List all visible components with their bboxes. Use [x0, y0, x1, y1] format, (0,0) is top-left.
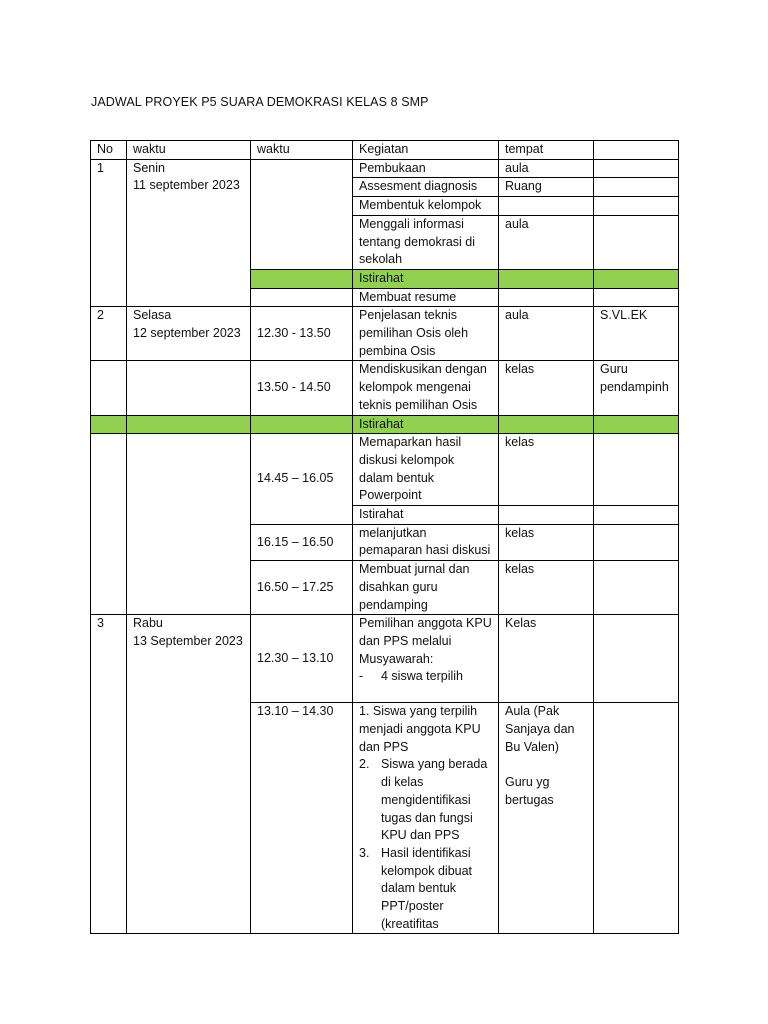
schedule-table [90, 140, 679, 934]
extra-cell: S.VL.EK [594, 307, 679, 361]
day-number-cell [91, 415, 127, 434]
time-cell: 14.45 – 16.05 [251, 434, 353, 525]
extra-cell [594, 506, 679, 525]
extra-cell [594, 215, 679, 269]
activity-cell: Mendiskusikan dengan kelompok mengenai teknis pemilihan Osis [353, 361, 499, 415]
place-cell [499, 506, 594, 525]
extra-cell [594, 524, 679, 560]
day-number-cell [91, 361, 127, 415]
extra-cell [594, 703, 679, 934]
extra-cell [594, 288, 679, 307]
time-cell [251, 159, 353, 269]
activity-cell: Membuat jurnal dan disahkan guru pendamping [353, 561, 499, 615]
place-cell [499, 269, 594, 288]
list-item [359, 845, 492, 934]
extra-cell: Guru pendampinh [594, 361, 679, 415]
header-cell: waktu [251, 141, 353, 160]
activity-cell: Menggali informasi tentang demokrasi di sekolah [353, 215, 499, 269]
header-cell: No [91, 141, 127, 160]
extra-cell [594, 434, 679, 506]
page-title: JADWAL PROYEK P5 SUARA DEMOKRASI KELAS 8 SMP [91, 95, 429, 109]
activity-cell [353, 703, 499, 934]
time-cell: 13.10 – 14.30 [251, 703, 353, 934]
place-cell: aula [499, 159, 594, 178]
activity-cell: Pembukaan [353, 159, 499, 178]
time-cell: 16.15 – 16.50 [251, 524, 353, 560]
extra-cell [594, 415, 679, 434]
list-item [359, 756, 492, 845]
header-cell: waktu [127, 141, 251, 160]
time-cell [251, 269, 353, 288]
activity-cell: melanjutkan pemaparan hasi diskusi [353, 524, 499, 560]
table-row [91, 615, 679, 703]
day-date-cell: Selasa 12 september 2023 [127, 307, 251, 361]
break-label: Istirahat [353, 269, 499, 288]
time-cell: 13.50 - 14.50 [251, 361, 353, 415]
list-item-text: Hasil identifikasi kelompok dibuat dalam bentuk PPT/poster (kreatifitas [381, 845, 473, 931]
time-cell: 12.30 – 13.10 [251, 615, 353, 703]
day-date-cell [127, 415, 251, 434]
number-marker: 2. [359, 757, 370, 772]
extra-cell [594, 561, 679, 615]
place-cell: kelas [499, 524, 594, 560]
activity-cell: Membentuk kelompok [353, 197, 499, 216]
extra-cell [594, 159, 679, 178]
activity-cell: Assesment diagnosis [353, 178, 499, 197]
time-cell [251, 288, 353, 307]
day-number-cell: 1 [91, 159, 127, 307]
extra-cell [594, 178, 679, 197]
list-item [359, 668, 492, 686]
place-cell: Kelas [499, 615, 594, 703]
time-cell: 12.30 - 13.50 [251, 307, 353, 361]
table-header-row [91, 141, 679, 160]
day-date-cell [127, 361, 251, 415]
place-cell [499, 288, 594, 307]
place-cell: Ruang [499, 178, 594, 197]
activity-cell: Penjelasan teknis pemilihan Osis oleh pembina Osis [353, 307, 499, 361]
list-item-text: 4 siswa terpilih [381, 669, 463, 684]
place-cell: kelas [499, 561, 594, 615]
activity-cell: Istirahat [353, 506, 499, 525]
place-cell [499, 415, 594, 434]
header-cell: tempat [499, 141, 594, 160]
activity-cell [353, 615, 499, 703]
extra-cell [594, 197, 679, 216]
table-row [91, 434, 679, 506]
place-cell: aula [499, 307, 594, 361]
time-cell [251, 415, 353, 434]
place-cell: aula [499, 215, 594, 269]
extra-cell [594, 269, 679, 288]
place-cell: kelas [499, 434, 594, 506]
day-date-cell: Rabu 13 September 2023 [127, 615, 251, 934]
day-date-cell [127, 434, 251, 615]
day-number-cell [91, 434, 127, 615]
header-cell [594, 141, 679, 160]
place-cell: Aula (Pak Sanjaya dan Bu Valen) Guru yg bertugas [499, 703, 594, 934]
table-row [91, 307, 679, 361]
day-number-cell: 3 [91, 615, 127, 934]
list-item-text: Siswa yang berada di kelas mengidentifikasi tugas dan fungsi KPU dan PPS [381, 757, 488, 843]
header-cell: Kegiatan [353, 141, 499, 160]
list-item: 1. Siswa yang terpilih menjadi anggota KPU dan PPS [359, 704, 481, 754]
break-row [91, 415, 679, 434]
activity-cell: Memaparkan hasil diskusi kelompok dalam bentuk Powerpoint [353, 434, 499, 506]
activity-cell: Membuat resume [353, 288, 499, 307]
dash-marker: - [359, 669, 364, 684]
activity-text: Pemilihan anggota KPU dan PPS melalui Musyawarah: [359, 616, 492, 666]
table-row [91, 159, 679, 178]
extra-cell [594, 615, 679, 703]
day-date-cell: Senin 11 september 2023 [127, 159, 251, 307]
break-label: Istirahat [353, 415, 499, 434]
number-marker: 3. [359, 845, 370, 860]
time-cell: 16.50 – 17.25 [251, 561, 353, 615]
day-number-cell: 2 [91, 307, 127, 361]
table-row [91, 361, 679, 415]
place-cell: kelas [499, 361, 594, 415]
place-cell [499, 197, 594, 216]
